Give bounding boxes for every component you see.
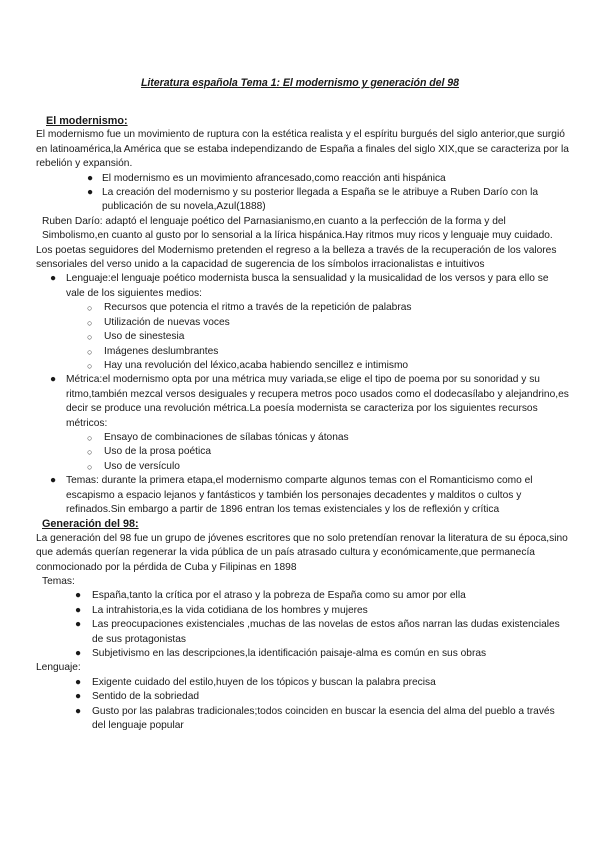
circle-bullet-icon: ○ — [87, 461, 93, 472]
bullet-icon: ● — [75, 676, 82, 688]
paragraph-generacion-intro: La generación del 98 fue un grupo de jóvenes escritores que no solo pretendían renovar la literatura de su época,sino que además querían regenerar la vida pública de un país atrasado cultura y económicamente,que permanecía conmocionado por la pérdida de Cuba y Filipinas en 1898 — [36, 532, 568, 573]
list-item: ○ Uso de versículo — [36, 460, 570, 474]
list-item: ● El modernismo es un movimiento afrancesado,como reacción anti hispánica — [36, 172, 570, 186]
bullet-icon: ● — [75, 705, 82, 717]
circle-bullet-icon: ○ — [87, 317, 93, 328]
list-item: ● La creación del modernismo y su posterior llegada a España se le atribuye a Ruben Darío con la publicación de su novela,Azul(1888) — [87, 187, 539, 213]
list-modernismo-points — [36, 172, 570, 215]
circle-bullet-icon: ○ — [87, 432, 93, 443]
list-item-lenguaje: ● Lenguaje:el lenguaje poético modernista busca la sensualidad y la musicalidad de los versos y para ello se vale de los siguientes medios: ○ Recursos que potencia el ritmo a través de la repetición de palabras ○ Utilización de nuevas voces ○ Uso de sinestesia ○ Imágenes deslumbrantes ○ Hay una revolución del léxico,acaba habiendo sencillez e intimismo — [36, 272, 570, 373]
list-item: ○ Utilización de nuevas voces — [36, 316, 570, 330]
label-lenguaje: Lenguaje: — [36, 662, 81, 674]
list-item: ○ Recursos que potencia el ritmo a través de la repetición de palabras — [36, 301, 570, 315]
circle-bullet-icon: ○ — [87, 332, 93, 343]
bullet-icon: ● — [50, 475, 57, 487]
list-generacion-temas — [36, 589, 570, 661]
section-heading-modernismo: El modernismo: — [46, 115, 128, 127]
list-item-metrica: ● Métrica:el modernismo opta por una métrica muy variada,se elige el tipo de poema por su sonoridad y su ritmo,también mezcal versos desiguales y recupera metros poco usados como el dodecasílabo y alejandrino,es decir se produce una revolución métrica.La poesía modernista se caracteriza por los siguientes recursos métricos: ○ Ensayo de combinaciones de sílabas tónicas y átonas ○ Uso de la prosa poética ○ Uso de versículo — [36, 373, 570, 474]
list-item-temas: ● Temas: durante la primera etapa,el modernismo comparte algunos temas con el Romanticismo como el escapismo a espacio lejanos y fantásticos y también los personajes decadentes y malditos o cultos y refinados.Sin embargo a partir de 1896 entran los temas existenciales y los de reflexión y crítica — [50, 475, 533, 515]
circle-bullet-icon: ○ — [87, 346, 93, 357]
list-item: ○ Uso de la prosa poética — [36, 445, 570, 459]
list-item: ○ Ensayo de combinaciones de sílabas tónicas y átonas — [36, 431, 570, 445]
document-body — [36, 114, 570, 733]
list-item: ● La intrahistoria,es la vida cotidiana de los hombres y mujeres — [36, 604, 570, 618]
bullet-icon: ● — [75, 648, 82, 660]
bullet-icon: ● — [75, 590, 82, 602]
list-item: ● Exigente cuidado del estilo,huyen de los tópicos y buscan la palabra precisa — [36, 676, 570, 690]
label-temas: Temas: — [42, 576, 75, 587]
bullet-icon: ● — [87, 187, 94, 199]
list-item: ● Sentido de la sobriedad — [36, 690, 570, 704]
bullet-icon: ● — [50, 273, 57, 285]
list-item: ● Subjetivismo en las descripciones,la identificación paisaje-alma es común en sus obras — [36, 647, 570, 661]
bullet-icon: ● — [50, 374, 57, 386]
circle-bullet-icon: ○ — [87, 360, 93, 371]
paragraph-poetas: Los poetas seguidores del Modernismo pretenden el regreso a la belleza a través de la recuperación de los valores sensoriales del verso unido a la capacidad de sugerencia de los símbolos irracionalistas e intuitivos — [36, 244, 557, 271]
list-item: ○ Uso de sinestesia — [36, 330, 570, 344]
list-item: ● Gusto por las palabras tradicionales;todos coinciden en buscar la esencia del alma del pueblo a través del lenguaje popular — [75, 705, 555, 732]
list-modernismo-features — [36, 272, 570, 517]
bullet-icon: ● — [87, 172, 94, 184]
document-title: Literatura española Tema 1: El modernismo y generación del 98 — [140, 77, 459, 89]
list-generacion-lenguaje — [36, 676, 570, 734]
sublist-lenguaje — [36, 301, 570, 373]
paragraph-ruben-dario: Ruben Darío: adaptó el lenguaje poético del Parnasianismo,en cuanto a la perfección de la forma y del Simbolismo,en cuanto al gusto por lo sensorial a la lírica hispánica.Hay ritmos muy ricos y lenguaje muy cuidado. — [42, 215, 553, 242]
bullet-icon: ● — [75, 619, 82, 631]
paragraph-modernismo-intro: El modernismo fue un movimiento de ruptura con la estética realista y el espíritu burgués del siglo anterior,que surgió en latinoamérica,la América que se estaba independizando de España a finales del siglo XIX,que se caracteriza por la rebelión y expansión. — [36, 129, 569, 170]
sublist-metrica — [36, 431, 570, 474]
section-heading-generacion: Generación del 98: — [42, 518, 139, 531]
circle-bullet-icon: ○ — [87, 447, 93, 458]
bullet-icon: ● — [75, 691, 82, 703]
list-item: ○ Imágenes deslumbrantes — [36, 345, 570, 359]
list-item: ● Las preocupaciones existenciales ,muchas de las novelas de estos años narran las dudas existenciales de sus protagonistas — [75, 619, 560, 645]
list-item: ● España,tanto la crítica por el atraso y la pobreza de España como su amor por ella — [36, 589, 570, 603]
bullet-icon: ● — [75, 604, 82, 616]
circle-bullet-icon: ○ — [87, 303, 93, 314]
list-item: ○ Hay una revolución del léxico,acaba habiendo sencillez e intimismo — [36, 359, 570, 373]
